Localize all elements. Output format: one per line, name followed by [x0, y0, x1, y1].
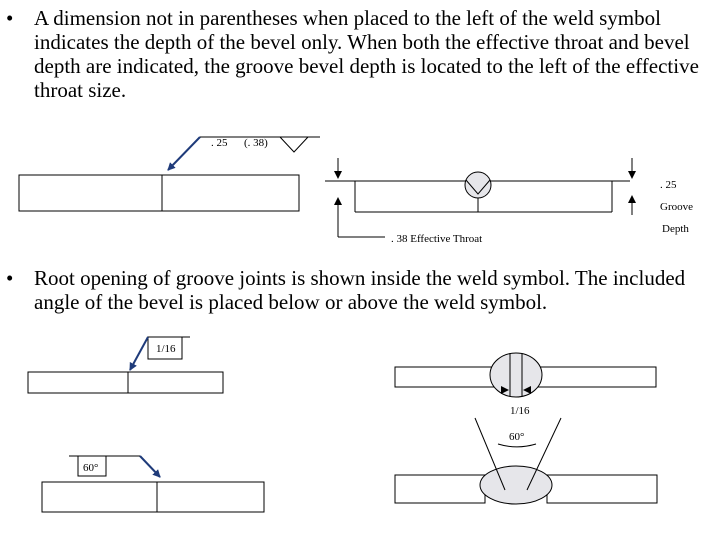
weld-symbol-included-angle — [42, 456, 264, 512]
effective-throat-label: (. 38) — [244, 137, 268, 149]
paragraph-root-opening: Root opening of groove joints is shown inside the weld symbol. The included angle of the bevel is placed below or above the weld symbol. — [34, 266, 686, 314]
effective-throat-caption: . 38 Effective Throat — [391, 233, 483, 245]
paragraph-bevel-depth: A dimension not in parentheses when placed to the left of the weld symbol indicates the depth of the bevel only. When both the effective throat and bevel depth are indicated, the groove bevel depth is located to the left of the effective throat size. — [34, 6, 699, 102]
bullet-1: • — [6, 6, 14, 30]
groove-label: Groove — [660, 201, 693, 213]
depth-label: Depth — [662, 223, 689, 235]
weld-symbol-bevel-depth — [168, 137, 320, 170]
included-angle-section — [395, 418, 657, 504]
plate-right — [162, 175, 299, 211]
root-opening-symbol-label: 1/16 — [156, 343, 176, 355]
arrow-line — [140, 456, 160, 477]
angle-section-label: 60° — [509, 431, 525, 443]
angle-symbol-label: 60° — [83, 462, 99, 474]
angle-arc — [498, 444, 536, 447]
root-opening-section — [395, 353, 656, 417]
joint-plates-2 — [28, 372, 223, 393]
weld-bead-icon — [480, 466, 552, 504]
weld-bead-icon — [490, 353, 542, 397]
arrow-line — [130, 337, 148, 370]
joint-plates-1 — [19, 175, 299, 211]
bevel-depth-label: . 25 — [211, 137, 228, 149]
bevel-symbol-icon — [280, 137, 308, 152]
bullet-2: • — [6, 266, 14, 290]
root-opening-section-label: 1/16 — [510, 405, 530, 417]
weld-symbol-root-opening — [130, 337, 190, 370]
plate-left — [19, 175, 162, 211]
depth-value-label: . 25 — [660, 179, 677, 191]
groove-cross-section — [325, 158, 693, 245]
arrow-line — [168, 137, 200, 170]
